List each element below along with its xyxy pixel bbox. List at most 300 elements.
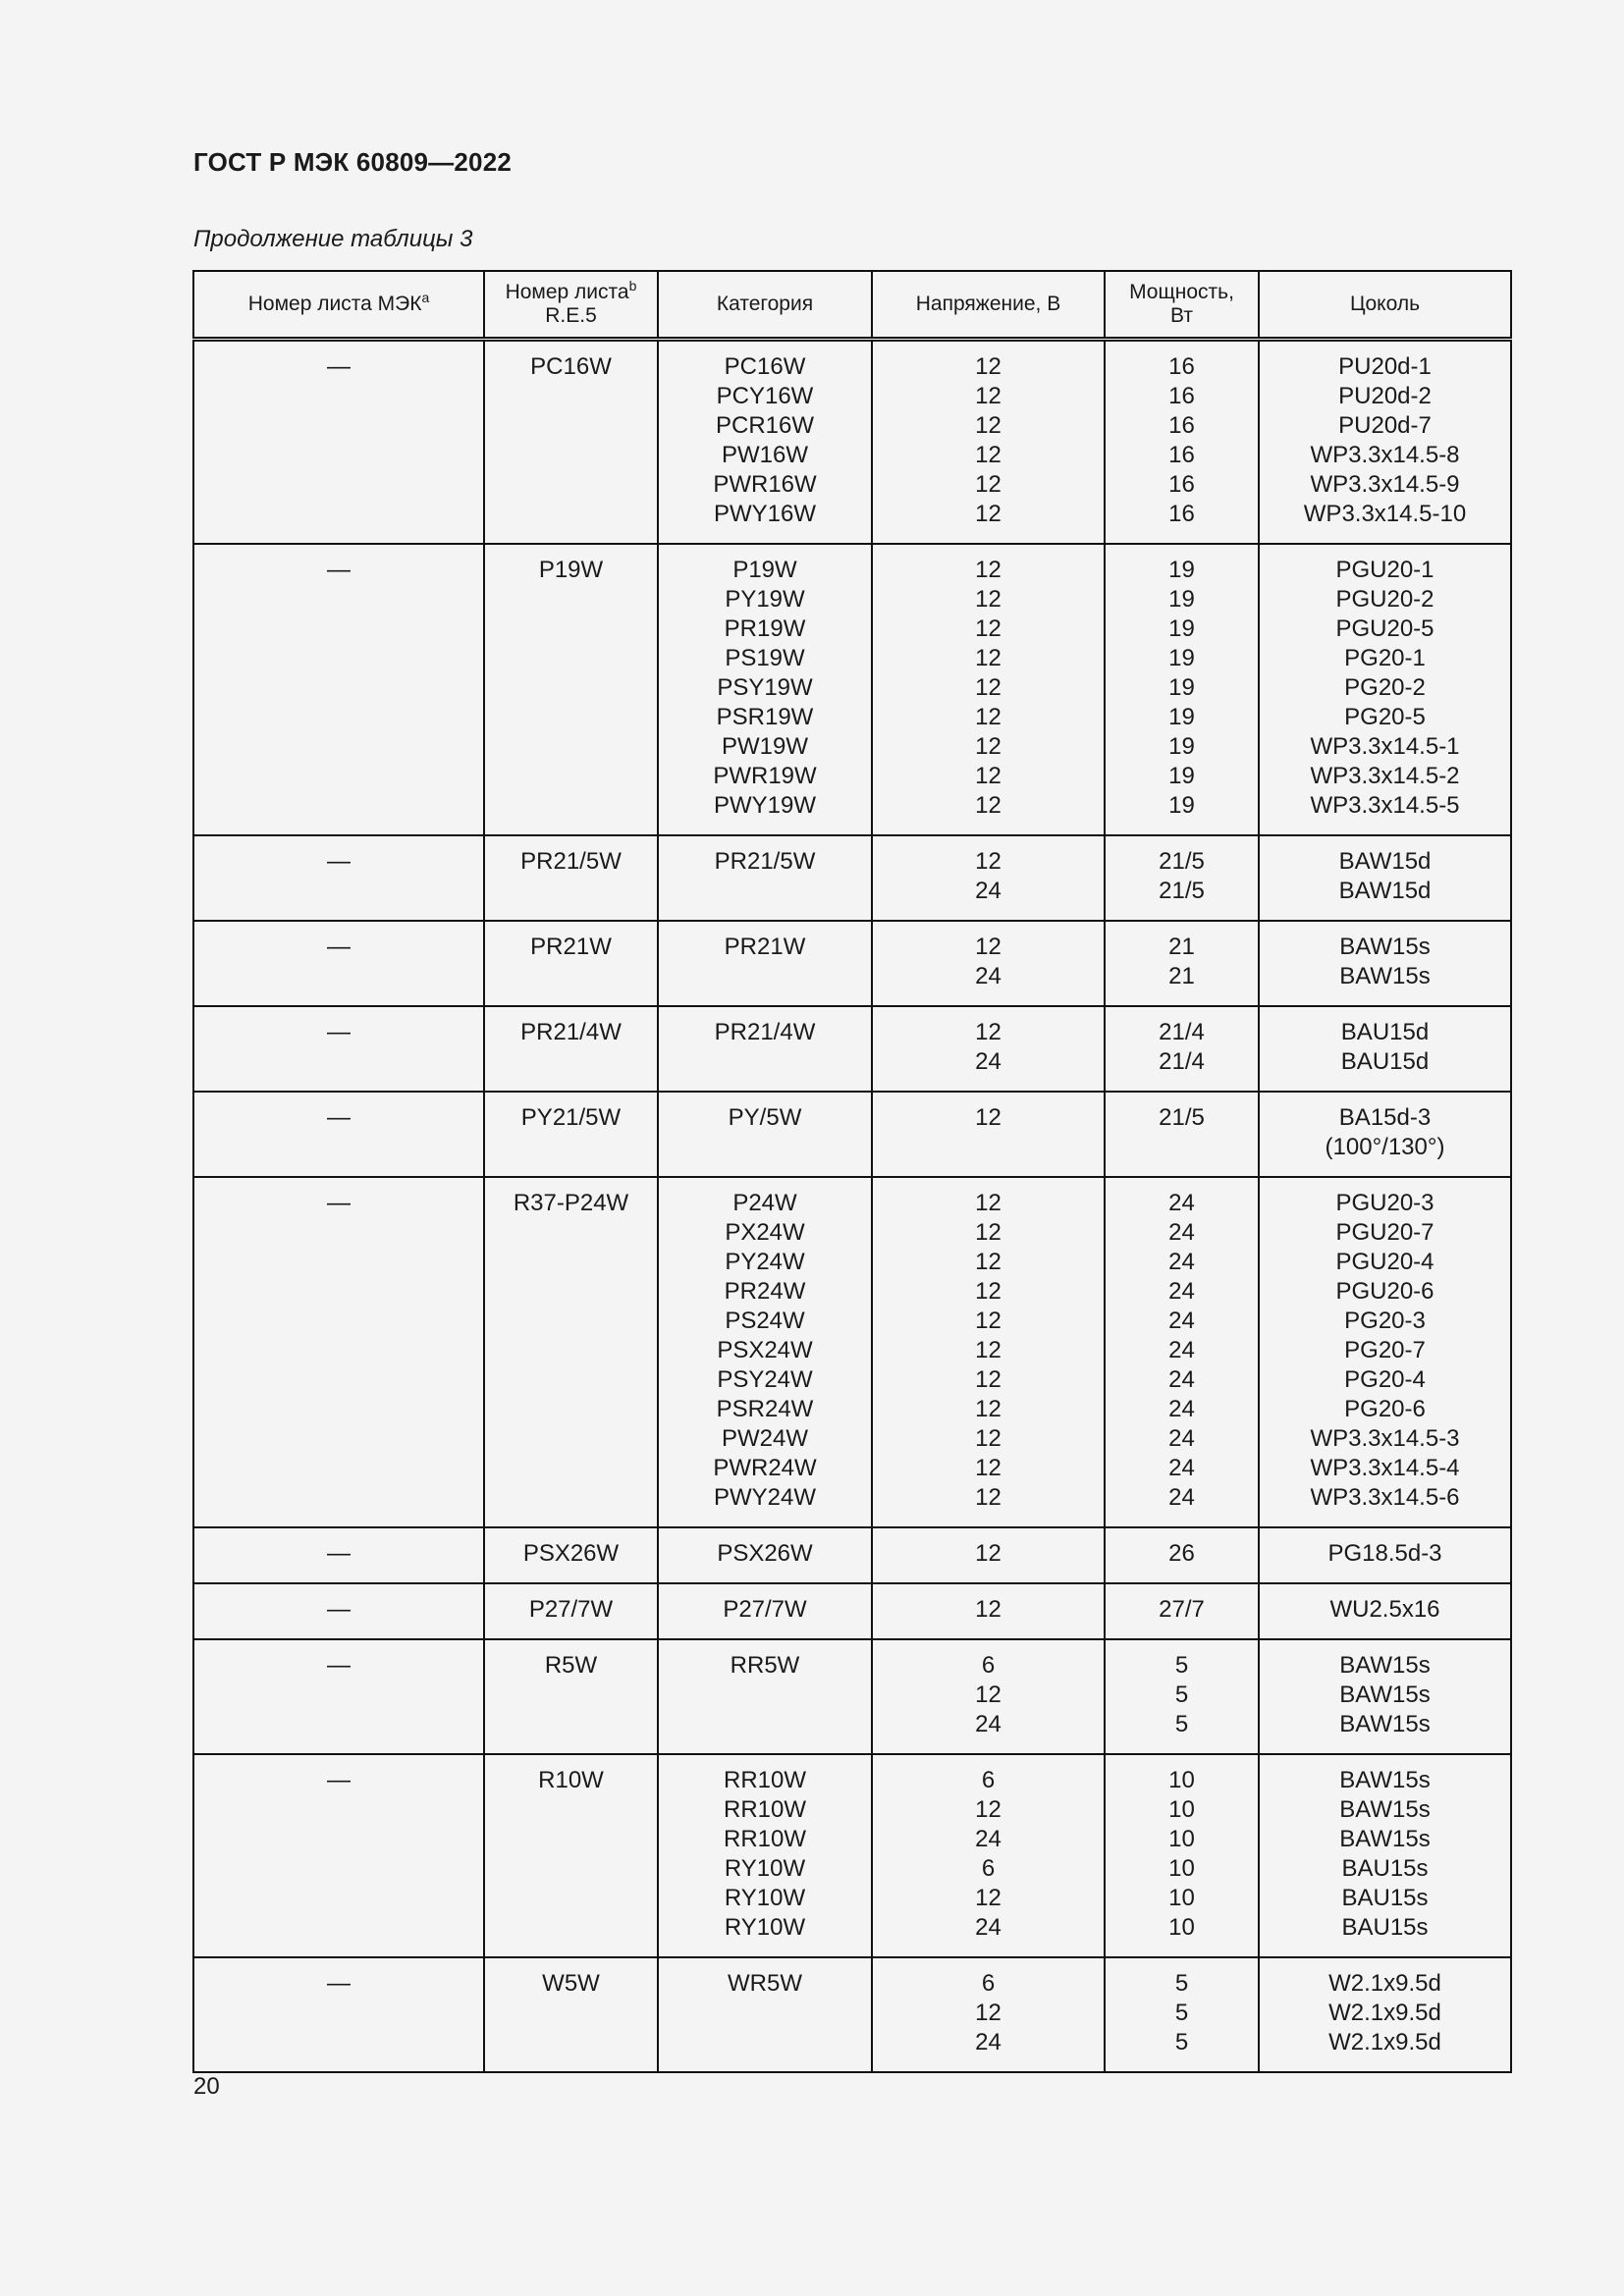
cell-cap-line: BAW15s xyxy=(1339,1682,1431,1708)
cell-category xyxy=(658,1092,872,1177)
cell-power-line: 24 xyxy=(1168,1308,1195,1334)
cell-iec-sheet xyxy=(193,1092,484,1177)
cell-power-line: 19 xyxy=(1168,645,1195,671)
cell-cap-line: PG20-6 xyxy=(1344,1396,1426,1422)
cell-cap-line: (100°/130°) xyxy=(1325,1134,1445,1160)
table-row xyxy=(193,1527,1511,1583)
cell-category-line: P27/7W xyxy=(723,1596,807,1623)
cell-voltage-line: 6 xyxy=(981,1767,996,1793)
cell-category-line: RR10W xyxy=(723,1767,806,1793)
cell-voltage-line: 12 xyxy=(975,1104,1001,1131)
cell-power-line: 16 xyxy=(1168,442,1195,468)
cell-category-line: PSY24W xyxy=(717,1366,813,1393)
cell-cap-line: BAU15d xyxy=(1340,1019,1430,1045)
cell-sheet-re5-text: PC16W xyxy=(530,353,612,380)
cell-cap-line: PG18.5d-3 xyxy=(1327,1540,1442,1567)
cell-cap-line: W2.1x9.5d xyxy=(1328,1970,1441,1997)
cell-category-line: RR5W xyxy=(730,1652,800,1679)
cell-iec-sheet-text: — xyxy=(327,848,351,875)
cell-category xyxy=(658,1754,872,1957)
cell-category-line: PS24W xyxy=(725,1308,805,1334)
cell-cap-line: WP3.3x14.5-1 xyxy=(1310,733,1460,760)
cell-cap-line: PGU20-5 xyxy=(1335,615,1435,642)
cell-cap-line: W2.1x9.5d xyxy=(1328,2029,1441,2056)
cell-voltage xyxy=(872,544,1105,835)
cell-category-line: PY/5W xyxy=(728,1104,802,1131)
cell-voltage-line: 12 xyxy=(975,848,1001,875)
cell-sheet-re5-text: PR21W xyxy=(530,934,612,960)
cell-category xyxy=(658,1957,872,2072)
cell-cap-line: WP3.3x14.5-2 xyxy=(1310,763,1460,789)
cell-iec-sheet-text: — xyxy=(327,1540,351,1567)
cell-iec-sheet xyxy=(193,544,484,835)
cell-cap-line: WP3.3x14.5-9 xyxy=(1310,471,1460,498)
cell-category-line: PY19W xyxy=(725,586,805,613)
cell-category-line: PR21/5W xyxy=(714,848,816,875)
cell-voltage-line: 12 xyxy=(975,353,1001,380)
cell-cap-line: BAU15s xyxy=(1341,1914,1429,1941)
cell-sheet-re5 xyxy=(484,340,658,545)
cell-cap-line: PG20-4 xyxy=(1344,1366,1426,1393)
cell-power-line: 10 xyxy=(1168,1796,1195,1823)
cell-power-line: 24 xyxy=(1168,1396,1195,1422)
cell-cap-line: PU20d-1 xyxy=(1338,353,1432,380)
cell-cap-line: BAU15d xyxy=(1340,1048,1430,1075)
cell-category xyxy=(658,1177,872,1527)
cell-category-line: PSR24W xyxy=(716,1396,814,1422)
cell-iec-sheet-text: — xyxy=(327,353,351,380)
cell-iec-sheet-text: — xyxy=(327,1767,351,1793)
cell-cap xyxy=(1259,1092,1511,1177)
cell-cap-line: PGU20-4 xyxy=(1335,1249,1435,1275)
table-row xyxy=(193,1583,1511,1639)
cell-power-line: 21 xyxy=(1168,963,1195,989)
cell-power-line: 10 xyxy=(1168,1885,1195,1911)
cell-category xyxy=(658,544,872,835)
cell-category-line: PR24W xyxy=(724,1278,806,1305)
cell-voltage xyxy=(872,1639,1105,1754)
cell-power-line: 24 xyxy=(1168,1337,1195,1363)
cell-power xyxy=(1105,921,1259,1006)
cell-power-line: 19 xyxy=(1168,557,1195,583)
cell-cap xyxy=(1259,1527,1511,1583)
cell-power-line: 10 xyxy=(1168,1767,1195,1793)
cell-power-line: 10 xyxy=(1168,1914,1195,1941)
cell-sheet-re5 xyxy=(484,921,658,1006)
cell-power-line: 19 xyxy=(1168,763,1195,789)
cell-power-line: 21/5 xyxy=(1159,848,1205,875)
cell-power-line: 19 xyxy=(1168,586,1195,613)
cell-power-line: 16 xyxy=(1168,501,1195,527)
cell-power-line: 5 xyxy=(1174,2029,1189,2056)
cell-cap-line: BAW15s xyxy=(1339,934,1431,960)
cell-category-line: P24W xyxy=(732,1190,797,1216)
cell-power xyxy=(1105,835,1259,921)
cell-power-line: 5 xyxy=(1174,1652,1189,1679)
cell-voltage-line: 12 xyxy=(975,1337,1001,1363)
cell-cap-line: BAW15s xyxy=(1339,1767,1431,1793)
cell-category-line: PC16W xyxy=(724,353,806,380)
cell-power xyxy=(1105,1527,1259,1583)
cell-cap-line: PGU20-2 xyxy=(1335,586,1435,613)
cell-voltage xyxy=(872,1957,1105,2072)
cell-cap-line: PGU20-7 xyxy=(1335,1219,1435,1246)
table-caption: Продолжение таблицы 3 xyxy=(193,226,473,252)
cell-cap xyxy=(1259,1583,1511,1639)
cell-iec-sheet xyxy=(193,835,484,921)
cell-power-line: 27/7 xyxy=(1159,1596,1205,1623)
cell-power-line: 19 xyxy=(1168,615,1195,642)
cell-cap-line: PG20-1 xyxy=(1344,645,1426,671)
cell-iec-sheet-text: — xyxy=(327,934,351,960)
cell-power xyxy=(1105,1092,1259,1177)
cell-power-line: 10 xyxy=(1168,1826,1195,1852)
cell-voltage-line: 12 xyxy=(975,1484,1001,1511)
cell-cap xyxy=(1259,1957,1511,2072)
cell-voltage-line: 12 xyxy=(975,792,1001,819)
cell-sheet-re5 xyxy=(484,1092,658,1177)
cell-voltage-line: 6 xyxy=(981,1970,996,1997)
cell-voltage xyxy=(872,1006,1105,1092)
cell-category-line: PR19W xyxy=(724,615,806,642)
cell-voltage-line: 12 xyxy=(975,2000,1001,2026)
cell-cap xyxy=(1259,1006,1511,1092)
cell-category-line: PWR19W xyxy=(713,763,817,789)
table-row xyxy=(193,1754,1511,1957)
table-body xyxy=(193,340,1511,2073)
cell-category-line: PR21/4W xyxy=(714,1019,816,1045)
cell-sheet-re5 xyxy=(484,1177,658,1527)
cell-power-line: 5 xyxy=(1174,2000,1189,2026)
cell-voltage xyxy=(872,835,1105,921)
cell-category xyxy=(658,921,872,1006)
cell-power-line: 24 xyxy=(1168,1249,1195,1275)
cell-cap xyxy=(1259,835,1511,921)
cell-iec-sheet xyxy=(193,1957,484,2072)
cell-voltage xyxy=(872,1754,1105,1957)
cell-voltage-line: 24 xyxy=(975,1711,1001,1737)
cell-category-line: RR10W xyxy=(723,1826,806,1852)
table-row xyxy=(193,1639,1511,1754)
cell-cap-line: PGU20-3 xyxy=(1335,1190,1435,1216)
cell-category-line: RY10W xyxy=(724,1914,806,1941)
cell-voltage-line: 12 xyxy=(975,615,1001,642)
cell-voltage-line: 24 xyxy=(975,878,1001,904)
cell-power-line: 21 xyxy=(1168,934,1195,960)
cell-sheet-re5-text: R10W xyxy=(538,1767,604,1793)
cell-cap-line: WP3.3x14.5-5 xyxy=(1310,792,1460,819)
cell-category-line: PY24W xyxy=(725,1249,805,1275)
cell-iec-sheet xyxy=(193,1583,484,1639)
cell-voltage-line: 12 xyxy=(975,1249,1001,1275)
cell-category-line: PCR16W xyxy=(715,412,815,439)
table-header xyxy=(193,271,1511,340)
cell-voltage-line: 12 xyxy=(975,763,1001,789)
cell-cap-line: PG20-2 xyxy=(1344,674,1426,701)
cell-cap-line: PGU20-1 xyxy=(1335,557,1435,583)
cell-cap-line: WP3.3x14.5-6 xyxy=(1310,1484,1460,1511)
cell-voltage-line: 12 xyxy=(975,674,1001,701)
header-cap: Цоколь xyxy=(1259,271,1511,340)
cell-iec-sheet-text: — xyxy=(327,1970,351,1997)
cell-power-line: 24 xyxy=(1168,1425,1195,1452)
cell-power xyxy=(1105,1957,1259,2072)
cell-sheet-re5 xyxy=(484,1754,658,1957)
cell-sheet-re5-text: R37-P24W xyxy=(513,1190,629,1216)
cell-cap-line: WU2.5x16 xyxy=(1329,1596,1440,1623)
cell-voltage-line: 24 xyxy=(975,2029,1001,2056)
cell-category-line: PSY19W xyxy=(717,674,813,701)
cell-cap xyxy=(1259,921,1511,1006)
cell-iec-sheet xyxy=(193,340,484,545)
cell-sheet-re5-text: PSX26W xyxy=(522,1540,620,1567)
cell-power xyxy=(1105,1177,1259,1527)
cell-power-line: 5 xyxy=(1174,1711,1189,1737)
cell-sheet-re5 xyxy=(484,544,658,835)
cell-voltage-line: 12 xyxy=(975,501,1001,527)
cell-sheet-re5 xyxy=(484,1006,658,1092)
cell-voltage-line: 12 xyxy=(975,557,1001,583)
cell-voltage-line: 12 xyxy=(975,1425,1001,1452)
cell-cap xyxy=(1259,1177,1511,1527)
cell-power-line: 21/5 xyxy=(1159,878,1205,904)
cell-category xyxy=(658,340,872,545)
cell-sheet-re5 xyxy=(484,1639,658,1754)
cell-iec-sheet xyxy=(193,1754,484,1957)
cell-power xyxy=(1105,1583,1259,1639)
cell-sheet-re5 xyxy=(484,1957,658,2072)
cell-category-line: PWR24W xyxy=(713,1455,817,1481)
cell-category xyxy=(658,1527,872,1583)
cell-voltage-line: 12 xyxy=(975,1796,1001,1823)
cell-category-line: PSX26W xyxy=(717,1540,813,1567)
cell-iec-sheet xyxy=(193,921,484,1006)
table-row xyxy=(193,544,1511,835)
cell-cap-line: WP3.3x14.5-10 xyxy=(1303,501,1467,527)
cell-cap xyxy=(1259,544,1511,835)
cell-voltage xyxy=(872,1177,1105,1527)
cell-voltage-line: 12 xyxy=(975,1278,1001,1305)
cell-voltage-line: 12 xyxy=(975,586,1001,613)
table-row xyxy=(193,921,1511,1006)
cell-voltage-line: 12 xyxy=(975,1596,1001,1623)
cell-voltage-line: 12 xyxy=(975,1366,1001,1393)
cell-voltage-line: 24 xyxy=(975,1914,1001,1941)
document-header: ГОСТ Р МЭК 60809—2022 xyxy=(193,147,513,177)
cell-category-line: PSX24W xyxy=(717,1337,813,1363)
cell-voltage-line: 24 xyxy=(975,963,1001,989)
cell-iec-sheet-text: — xyxy=(327,1104,351,1131)
table-row xyxy=(193,1177,1511,1527)
cell-voltage xyxy=(872,921,1105,1006)
cell-voltage-line: 12 xyxy=(975,1455,1001,1481)
page-number: 20 xyxy=(193,2073,220,2100)
cell-power-line: 16 xyxy=(1168,353,1195,380)
cell-cap-line: WP3.3x14.5-8 xyxy=(1310,442,1460,468)
cell-power-line: 19 xyxy=(1168,733,1195,760)
cell-category-line: RR10W xyxy=(723,1796,806,1823)
cell-cap-line: PG20-5 xyxy=(1344,704,1426,730)
cell-voltage-line: 12 xyxy=(975,412,1001,439)
cell-voltage-line: 12 xyxy=(975,1540,1001,1567)
cell-cap-line: PGU20-6 xyxy=(1335,1278,1435,1305)
cell-cap-line: BAW15d xyxy=(1338,878,1432,904)
cell-sheet-re5-text: P27/7W xyxy=(528,1596,614,1623)
cell-category xyxy=(658,1583,872,1639)
cell-voltage-line: 12 xyxy=(975,1682,1001,1708)
cell-power-line: 5 xyxy=(1174,1970,1189,1997)
cell-power-line: 26 xyxy=(1168,1540,1195,1567)
cell-category-line: PSR19W xyxy=(716,704,814,730)
table-row xyxy=(193,835,1511,921)
cell-category-line: PWY19W xyxy=(713,792,816,819)
cell-cap-line: PU20d-2 xyxy=(1338,383,1432,409)
cell-cap xyxy=(1259,340,1511,545)
cell-iec-sheet-text: — xyxy=(327,1596,351,1623)
cell-sheet-re5-text: PR21/4W xyxy=(520,1019,622,1045)
cell-category-line: PS19W xyxy=(725,645,805,671)
cell-power-line: 16 xyxy=(1168,412,1195,439)
cell-category-line: PWY24W xyxy=(713,1484,816,1511)
cell-sheet-re5-text: PY21/5W xyxy=(520,1104,622,1131)
cell-sheet-re5 xyxy=(484,1583,658,1639)
cell-category-line: RY10W xyxy=(724,1885,806,1911)
cell-cap-line: W2.1x9.5d xyxy=(1328,2000,1441,2026)
cell-power xyxy=(1105,1754,1259,1957)
cell-category-line: PW16W xyxy=(721,442,808,468)
cell-power-line: 19 xyxy=(1168,674,1195,701)
cell-power-line: 16 xyxy=(1168,383,1195,409)
cell-cap-line: BAW15s xyxy=(1339,1711,1431,1737)
cell-voltage-line: 12 xyxy=(975,1190,1001,1216)
cell-power-line: 24 xyxy=(1168,1278,1195,1305)
cell-iec-sheet xyxy=(193,1006,484,1092)
header-power: Мощность, Вт xyxy=(1105,271,1259,340)
cell-voltage-line: 24 xyxy=(975,1048,1001,1075)
cell-category-line: P19W xyxy=(732,557,797,583)
table-row xyxy=(193,1957,1511,2072)
cell-cap-line: BAU15s xyxy=(1341,1855,1429,1882)
cell-power-line: 21/5 xyxy=(1159,1104,1205,1131)
cell-category xyxy=(658,1639,872,1754)
cell-voltage-line: 12 xyxy=(975,934,1001,960)
cell-category xyxy=(658,835,872,921)
cell-cap-line: BAW15s xyxy=(1339,1796,1431,1823)
cell-voltage-line: 6 xyxy=(981,1855,996,1882)
cell-power-line: 16 xyxy=(1168,471,1195,498)
cell-category-line: PWY16W xyxy=(713,501,816,527)
cell-power xyxy=(1105,1006,1259,1092)
cell-cap-line: WP3.3x14.5-4 xyxy=(1310,1455,1460,1481)
cell-cap xyxy=(1259,1639,1511,1754)
cell-power-line: 19 xyxy=(1168,792,1195,819)
cell-voltage-line: 12 xyxy=(975,733,1001,760)
cell-category-line: PWR16W xyxy=(713,471,817,498)
cell-cap-line: PG20-3 xyxy=(1344,1308,1426,1334)
cell-sheet-re5-text: W5W xyxy=(542,1970,600,1997)
cell-power xyxy=(1105,340,1259,545)
cell-iec-sheet-text: — xyxy=(327,1019,351,1045)
cell-power-line: 24 xyxy=(1168,1366,1195,1393)
cell-cap-line: WP3.3x14.5-3 xyxy=(1310,1425,1460,1452)
cell-voltage-line: 12 xyxy=(975,383,1001,409)
cell-voltage-line: 12 xyxy=(975,471,1001,498)
cell-voltage-line: 12 xyxy=(975,1885,1001,1911)
header-sheet-re5: Номер листа$^b$ R.E.5 xyxy=(484,271,658,340)
header-category: Категория xyxy=(658,271,872,340)
cell-power-line: 19 xyxy=(1168,704,1195,730)
cell-power-line: 10 xyxy=(1168,1855,1195,1882)
cell-category-line: WR5W xyxy=(728,1970,802,1997)
cell-voltage-line: 12 xyxy=(975,704,1001,730)
cell-voltage-line: 12 xyxy=(975,1396,1001,1422)
cell-cap-line: BAW15d xyxy=(1338,848,1432,875)
cell-category-line: PR21W xyxy=(724,934,806,960)
cell-cap-line: PU20d-7 xyxy=(1338,412,1432,439)
cell-power-line: 24 xyxy=(1168,1219,1195,1246)
cell-category-line: PX24W xyxy=(725,1219,805,1246)
cell-cap-line: BA15d-3 xyxy=(1338,1104,1432,1131)
cell-sheet-re5 xyxy=(484,835,658,921)
cell-voltage xyxy=(872,1583,1105,1639)
header-iec-sheet: Номер листа МЭК$^a$ xyxy=(193,271,484,340)
cell-voltage-line: 12 xyxy=(975,1219,1001,1246)
cell-cap-line: PG20-7 xyxy=(1344,1337,1426,1363)
cell-power-line: 5 xyxy=(1174,1682,1189,1708)
cell-iec-sheet-text: — xyxy=(327,557,351,583)
cell-voltage-line: 12 xyxy=(975,1308,1001,1334)
cell-power-line: 24 xyxy=(1168,1190,1195,1216)
cell-sheet-re5-text: P19W xyxy=(538,557,604,583)
cell-voltage xyxy=(872,1527,1105,1583)
cell-voltage-line: 12 xyxy=(975,442,1001,468)
cell-iec-sheet-text: — xyxy=(327,1652,351,1679)
cell-cap-line: BAW15s xyxy=(1339,1826,1431,1852)
header-row xyxy=(193,271,1511,340)
header-voltage: Напряжение, В xyxy=(872,271,1105,340)
cell-cap-line: BAW15s xyxy=(1339,963,1431,989)
lamp-table xyxy=(192,270,1512,2073)
cell-cap xyxy=(1259,1754,1511,1957)
cell-voltage-line: 6 xyxy=(981,1652,996,1679)
cell-iec-sheet-text: — xyxy=(327,1190,351,1216)
table-row xyxy=(193,340,1511,545)
cell-power xyxy=(1105,544,1259,835)
cell-iec-sheet xyxy=(193,1527,484,1583)
cell-power-line: 21/4 xyxy=(1159,1019,1205,1045)
cell-power-line: 21/4 xyxy=(1159,1048,1205,1075)
cell-category-line: PW24W xyxy=(721,1425,808,1452)
cell-power-line: 24 xyxy=(1168,1455,1195,1481)
cell-category-line: PW19W xyxy=(721,733,808,760)
cell-category xyxy=(658,1006,872,1092)
cell-sheet-re5-text: PR21/5W xyxy=(520,848,622,875)
cell-sheet-re5-text: R5W xyxy=(544,1652,598,1679)
cell-cap-line: BAU15s xyxy=(1341,1885,1429,1911)
cell-voltage-line: 24 xyxy=(975,1826,1001,1852)
cell-iec-sheet xyxy=(193,1177,484,1527)
cell-power-line: 24 xyxy=(1168,1484,1195,1511)
cell-voltage-line: 12 xyxy=(975,1019,1001,1045)
table-row xyxy=(193,1006,1511,1092)
cell-category-line: PCY16W xyxy=(716,383,814,409)
cell-voltage-line: 12 xyxy=(975,645,1001,671)
cell-iec-sheet xyxy=(193,1639,484,1754)
cell-sheet-re5 xyxy=(484,1527,658,1583)
table-row xyxy=(193,1092,1511,1177)
cell-power xyxy=(1105,1639,1259,1754)
cell-cap-line: BAW15s xyxy=(1339,1652,1431,1679)
